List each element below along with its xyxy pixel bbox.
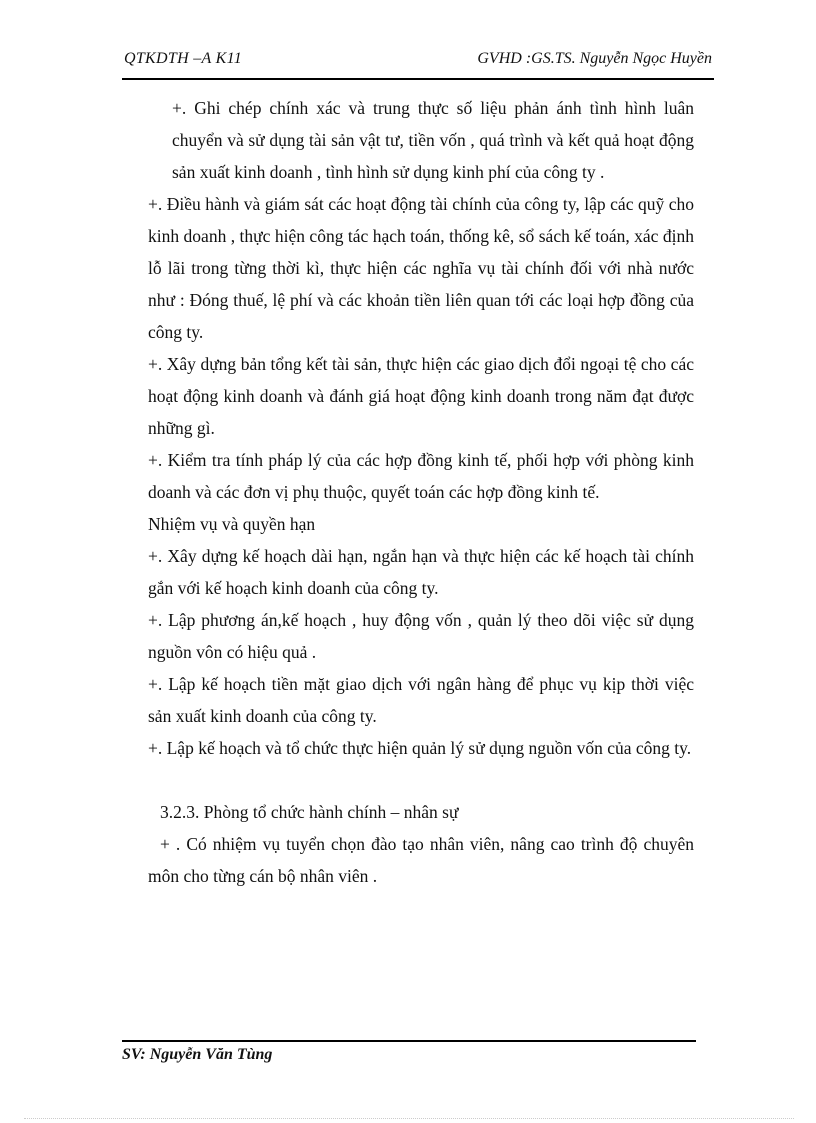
- document-body: [148, 92, 694, 892]
- header-supervisor: GVHD :GS.TS. Nguyễn Ngọc Huyền: [477, 50, 712, 67]
- paragraph-capital-mobilization: +. Lập phương án,kế hoạch , huy động vốn , quản lý theo dõi việc sử dụng nguồn vôn có hiệu quả .: [148, 610, 694, 662]
- section-spacer: [148, 764, 694, 796]
- paragraph-cash-plan: +. Lập kế hoạch tiền mặt giao dịch với ngân hàng để phục vụ kịp thời việc sản xuất kinh doanh của công ty.: [148, 674, 694, 726]
- page-bottom-edge: [24, 1118, 794, 1119]
- footer-student-name: SV: Nguyễn Văn Tùng: [122, 1046, 273, 1063]
- section-heading-hr-department: 3.2.3. Phòng tổ chức hành chính – nhân sự: [160, 802, 459, 822]
- page-header: [122, 48, 714, 80]
- paragraph-contract-review: +. Kiểm tra tính pháp lý của các hợp đồng kinh tế, phối hợp với phòng kinh doanh và các đơn vị phụ thuộc, quyết toán các hợp đồng kinh tế.: [148, 450, 694, 502]
- paragraph-accounting-records: +. Ghi chép chính xác và trung thực số liệu phản ánh tình hình luân chuyển và sử dụng tài sản vật tư, tiền vốn , quá trình và kết quả hoạt động sản xuất kinh doanh , tình hình sử dụng kinh phí của công ty .: [172, 98, 694, 182]
- paragraph-capital-usage: +. Lập kế hoạch và tổ chức thực hiện quản lý sử dụng nguồn vốn của công ty.: [148, 738, 692, 758]
- paragraph-asset-summary: +. Xây dựng bản tổng kết tài sản, thực hiện các giao dịch đổi ngoại tệ cho các hoạt động kinh doanh và đánh giá hoạt động kinh doanh trong năm đạt được những gì.: [148, 354, 694, 438]
- paragraph-staff-recruitment: + . Có nhiệm vụ tuyển chọn đào tạo nhân viên, nâng cao trình độ chuyên môn cho từng cán bộ nhân viên .: [148, 834, 694, 886]
- paragraph-financial-management: +. Điều hành và giám sát các hoạt động tài chính của công ty, lập các quỹ cho kinh doanh , thực hiện công tác hạch toán, thống kê, sổ sách kế toán, xác định lỗ lãi trong từng thời kì, thực hiện các nghĩa vụ tài chính đối với nhà nước như : Đóng thuế, lệ phí và các khoản tiền liên quan tới các loại hợp đồng của công ty.: [148, 194, 694, 342]
- header-course-code: QTKDTH –A K11: [124, 50, 243, 67]
- page-footer: [122, 1040, 696, 1064]
- subheading-duties-rights: Nhiệm vụ và quyền hạn: [148, 514, 316, 534]
- paragraph-financial-plans: +. Xây dựng kế hoạch dài hạn, ngắn hạn và thực hiện các kế hoạch tài chính gắn với kế hoạch kinh doanh của công ty.: [148, 546, 694, 598]
